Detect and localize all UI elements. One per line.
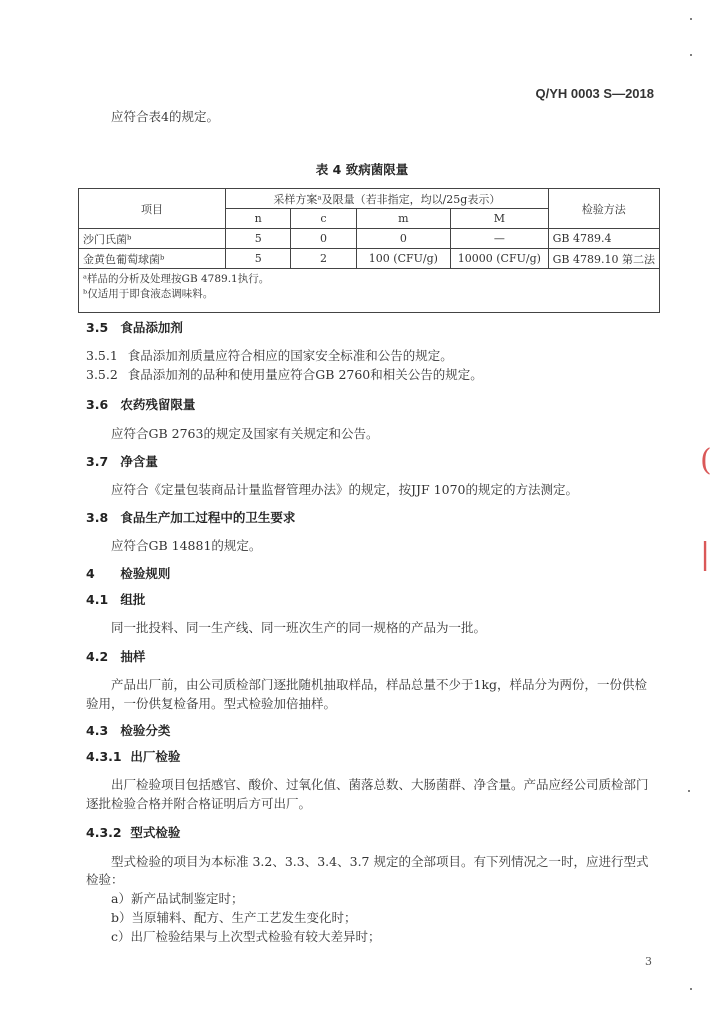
clause-3-5-2 bbox=[86, 366, 483, 384]
list-item: a）新产品试制鉴定时； bbox=[111, 891, 244, 906]
sub-header-m-lower: m bbox=[356, 209, 450, 229]
scan-speck bbox=[688, 790, 690, 792]
section-title: 净含量 bbox=[120, 454, 158, 469]
table-notes bbox=[79, 269, 660, 313]
list-item: b）当原辅料、配方、生产工艺发生变化时； bbox=[111, 910, 357, 925]
scan-speck bbox=[690, 54, 692, 56]
table-note-b: ᵇ仅适用于即食液态调味料。 bbox=[83, 288, 214, 300]
row-item: 沙门氏菌ᵇ bbox=[79, 229, 226, 249]
clause-text: 食品添加剂质量应符合相应的国家安全标准和公告的规定。 bbox=[127, 348, 453, 363]
row-method: GB 4789.10 第二法 bbox=[548, 249, 659, 269]
section-title: 检验规则 bbox=[120, 566, 171, 581]
section-number: 3.6 bbox=[86, 397, 109, 412]
section-4-2-text-line1: 产品出厂前，由公司质检部门逐批随机抽取样品，样品总量不少于1kg，样品分为两份，一份供检 bbox=[111, 677, 648, 692]
document-code: Q/YH 0003 S—2018 bbox=[535, 86, 654, 101]
row-c: 0 bbox=[291, 229, 356, 249]
row-m-upper: — bbox=[451, 229, 549, 249]
row-c: 2 bbox=[291, 249, 356, 269]
pathogen-limit-table bbox=[78, 188, 660, 313]
section-number: 4.3 bbox=[86, 723, 109, 738]
table-caption: 表 4 致病菌限量 bbox=[315, 162, 409, 177]
section-4-3-1-heading bbox=[86, 748, 180, 766]
section-number: 4.1 bbox=[86, 592, 109, 607]
section-3-5-heading bbox=[86, 319, 183, 337]
item-header: 项目 bbox=[79, 189, 226, 229]
table-row bbox=[79, 229, 660, 249]
section-4-3-heading bbox=[86, 722, 170, 740]
section-4-1-heading bbox=[86, 591, 145, 609]
section-4-3-1-text-line2: 逐批检验合格并附合格证明后方可出厂。 bbox=[86, 796, 312, 811]
row-method: GB 4789.4 bbox=[548, 229, 659, 249]
section-number: 4.3.1 bbox=[86, 749, 122, 764]
clause-3-5-1 bbox=[86, 347, 453, 365]
section-title: 型式检验 bbox=[130, 825, 181, 840]
section-4-3-2-text-line1: 型式检验的项目为本标准 3.2、3.3、3.4、3.7 规定的全部项目。有下列情况之一时，应进行型式 bbox=[111, 854, 649, 869]
section-number: 4.3.2 bbox=[86, 825, 122, 840]
sampling-header: 采样方案ᵃ及限量（若非指定，均以/25g表示） bbox=[226, 189, 549, 209]
page-number: 3 bbox=[645, 955, 652, 968]
seal-stamp-fragment: | bbox=[700, 537, 711, 572]
section-4-3-2-text-line2: 检验： bbox=[86, 872, 124, 887]
section-3-8-text: 应符合GB 14881的规定。 bbox=[111, 538, 262, 553]
section-4-2-text-line2: 验用，一份供复检备用。型式检验加倍抽样。 bbox=[86, 696, 337, 711]
sub-header-n: n bbox=[226, 209, 291, 229]
method-header: 检验方法 bbox=[548, 189, 659, 229]
intro-line: 应符合表4的规定。 bbox=[111, 109, 219, 124]
section-title: 检验分类 bbox=[120, 723, 171, 738]
section-title: 抽样 bbox=[120, 649, 146, 664]
section-number: 4 bbox=[86, 566, 95, 581]
clause-text: 食品添加剂的品种和使用量应符合GB 2760和相关公告的规定。 bbox=[127, 367, 483, 382]
section-3-7-text: 应符合《定量包装商品计量监督管理办法》的规定，按JJF 1070的规定的方法测定。 bbox=[111, 482, 578, 497]
row-m-upper: 10000 (CFU/g) bbox=[451, 249, 549, 269]
section-3-6-heading bbox=[86, 396, 195, 414]
section-4-heading bbox=[86, 565, 170, 583]
section-3-6-text: 应符合GB 2763的规定及国家有关规定和公告。 bbox=[111, 426, 379, 441]
section-title: 农药残留限量 bbox=[120, 397, 196, 412]
table-note-a: ᵃ样品的分析及处理按GB 4789.1执行。 bbox=[83, 273, 270, 285]
section-title: 食品生产加工过程中的卫生要求 bbox=[120, 510, 296, 525]
clause-number: 3.5.2 bbox=[86, 367, 118, 382]
section-3-7-heading bbox=[86, 453, 158, 471]
row-n: 5 bbox=[226, 229, 291, 249]
table-row bbox=[79, 249, 660, 269]
section-4-3-1-text-line1: 出厂检验项目包括感官、酸价、过氧化值、菌落总数、大肠菌群、净含量。产品应经公司质检部门 bbox=[111, 777, 649, 792]
section-number: 3.8 bbox=[86, 510, 109, 525]
scan-speck bbox=[690, 988, 692, 990]
row-item: 金黄色葡萄球菌ᵇ bbox=[79, 249, 226, 269]
section-number: 3.5 bbox=[86, 320, 109, 335]
row-n: 5 bbox=[226, 249, 291, 269]
section-title: 出厂检验 bbox=[130, 749, 181, 764]
section-title: 组批 bbox=[120, 592, 146, 607]
sub-header-c: c bbox=[291, 209, 356, 229]
clause-number: 3.5.1 bbox=[86, 348, 118, 363]
section-title: 食品添加剂 bbox=[120, 320, 183, 335]
section-4-3-2-heading bbox=[86, 824, 180, 842]
sub-header-m-upper: M bbox=[451, 209, 549, 229]
section-number: 4.2 bbox=[86, 649, 109, 664]
section-3-8-heading bbox=[86, 509, 295, 527]
row-m-lower: 100 (CFU/g) bbox=[356, 249, 450, 269]
scan-speck bbox=[690, 18, 692, 20]
seal-stamp-fragment: ( bbox=[700, 443, 712, 478]
section-4-1-text: 同一批投料、同一生产线、同一班次生产的同一规格的产品为一批。 bbox=[111, 620, 487, 635]
section-number: 3.7 bbox=[86, 454, 109, 469]
list-item: c）出厂检验结果与上次型式检验有较大差异时； bbox=[111, 929, 381, 944]
section-4-2-heading bbox=[86, 648, 145, 666]
row-m-lower: 0 bbox=[356, 229, 450, 249]
